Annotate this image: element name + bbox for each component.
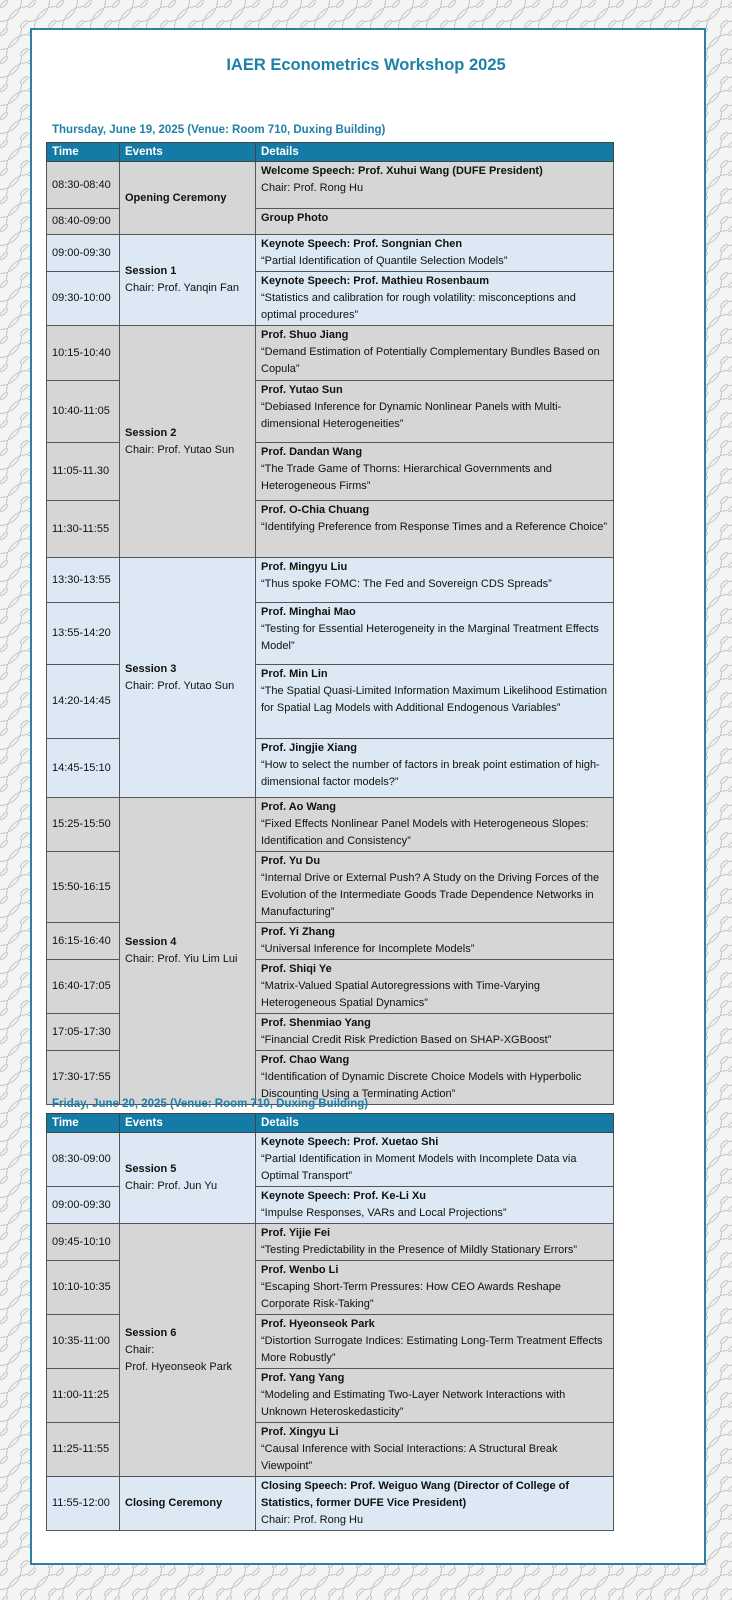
event-chair: Chair: Prof. Jun Yu <box>125 1180 218 1192</box>
talk-title: “Partial Identification in Moment Models with Incomplete Data via Optimal Transport” <box>261 1153 577 1182</box>
speaker-name: Prof. Shiqi Ye <box>261 963 332 975</box>
talk-title: “Internal Drive or External Push? A Study on the Driving Forces of the Evolution of the Intermediate Goods Trade Dependence Networks in Manufacturing” <box>261 872 600 918</box>
time-cell: 11:05-11.30 <box>47 443 120 501</box>
header-events: Events <box>120 143 256 162</box>
speaker-name: Prof. Wenbo Li <box>261 1264 339 1276</box>
speaker-name: Prof. Yijie Fei <box>261 1227 331 1239</box>
details-cell <box>256 501 614 558</box>
time-cell: 14:20-14:45 <box>47 665 120 739</box>
event-cell <box>120 1477 256 1531</box>
speaker-name: Prof. Jingjie Xiang <box>261 742 357 754</box>
event-cell <box>120 235 256 326</box>
speaker-name: Prof. Mingyu Liu <box>261 561 348 573</box>
talk-title: “Causal Inference with Social Interactions: A Structural Break Viewpoint” <box>261 1443 558 1472</box>
event-title: Opening Ceremony <box>125 191 227 204</box>
speaker-name: Prof. Hyeonseok Park <box>261 1318 375 1330</box>
day-heading-thursday: Thursday, June 19, 2025 (Venue: Room 710, Duxing Building) <box>52 124 386 136</box>
session-chair: Chair: Prof. Rong Hu <box>261 1514 364 1526</box>
talk-title: “Thus spoke FOMC: The Fed and Sovereign CDS Spreads” <box>261 578 552 590</box>
time-cell: 09:30-10:00 <box>47 272 120 326</box>
talk-title: “The Spatial Quasi-Limited Information Maximum Likelihood Estimation for Spatial Lag Models with Additional Endogenous Variables” <box>261 685 608 714</box>
time-cell: 08:30-09:00 <box>47 1133 120 1187</box>
table-row <box>47 326 614 381</box>
event-cell <box>120 1224 256 1477</box>
event-chair: Chair: Prof. Yiu Lim Lui <box>125 953 238 965</box>
details-cell <box>256 923 614 960</box>
event-title: Session 2 <box>125 426 177 439</box>
talk-title: “Testing for Essential Heterogeneity in the Marginal Treatment Effects Model” <box>261 623 599 652</box>
speaker-name: Prof. O-Chia Chuang <box>261 504 370 516</box>
speaker-name: Prof. Ao Wang <box>261 801 336 813</box>
table-row <box>47 558 614 603</box>
speaker-name: Prof. Yutao Sun <box>261 384 343 396</box>
talk-title: “Financial Credit Risk Prediction Based on SHAP-XGBoost” <box>261 1034 552 1046</box>
event-chair: Chair: Prof. Yutao Sun <box>125 679 235 692</box>
details-cell <box>256 1051 614 1105</box>
details-cell <box>256 209 614 235</box>
header-events: Events <box>120 1114 256 1133</box>
talk-title: “Testing Predictability in the Presence of Mildly Stationary Errors” <box>261 1244 578 1256</box>
details-cell <box>256 665 614 739</box>
session-chair: Chair: Prof. Rong Hu <box>261 182 364 194</box>
event-chair: Chair: Prof. Yutao Sun <box>125 443 235 456</box>
event-title: Session 4 <box>125 936 177 948</box>
talk-title: “Identifying Preference from Response Times and a Reference Choice” <box>261 521 608 533</box>
schedule-table-friday <box>46 1113 614 1531</box>
time-cell: 10:10-10:35 <box>47 1261 120 1315</box>
event-title: Closing Ceremony <box>125 1497 223 1509</box>
speaker-name: Prof. Shenmiao Yang <box>261 1017 371 1029</box>
table-row <box>47 1133 614 1187</box>
details-cell <box>256 1133 614 1187</box>
table-row <box>47 1477 614 1531</box>
time-cell: 08:30-08:40 <box>47 162 120 209</box>
details-cell <box>256 1187 614 1224</box>
schedule-table-thursday <box>46 142 614 1105</box>
details-cell <box>256 852 614 923</box>
event-cell <box>120 798 256 1105</box>
talk-title: “Partial Identification of Quantile Selection Models” <box>261 255 508 267</box>
time-cell: 17:30-17:55 <box>47 1051 120 1105</box>
day-heading-friday: Friday, June 20, 2025 (Venue: Room 710, Duxing Building) <box>52 1098 369 1110</box>
event-title: Session 3 <box>125 662 177 675</box>
time-cell: 11:25-11:55 <box>47 1423 120 1477</box>
time-cell: 17:05-17:30 <box>47 1014 120 1051</box>
header-details: Details <box>256 143 614 162</box>
time-cell: 10:40-11:05 <box>47 381 120 443</box>
details-cell <box>256 1369 614 1423</box>
table-row <box>47 798 614 852</box>
table-row <box>47 235 614 272</box>
details-cell <box>256 1315 614 1369</box>
talk-title: “How to select the number of factors in break point estimation of high-dimensional factor models?” <box>261 759 600 788</box>
event-cell <box>120 326 256 558</box>
header-time: Time <box>47 1114 120 1133</box>
time-cell: 09:45-10:10 <box>47 1224 120 1261</box>
time-cell: 11:00-11:25 <box>47 1369 120 1423</box>
talk-title: “Identification of Dynamic Discrete Choice Models with Hyperbolic Discounting Using a Terminating Action” <box>261 1071 582 1100</box>
header-details: Details <box>256 1114 614 1133</box>
event-cell <box>120 162 256 235</box>
header-time: Time <box>47 143 120 162</box>
event-cell <box>120 558 256 798</box>
event-title: Session 6 <box>125 1326 177 1339</box>
speaker-name: Prof. Chao Wang <box>261 1054 350 1066</box>
speaker-name: Closing Speech: Prof. Weiguo Wang (Director of College of Statistics, former DUFE Vice President) <box>261 1480 570 1509</box>
time-cell: 14:45-15:10 <box>47 739 120 798</box>
talk-title: “Statistics and calibration for rough volatility: misconceptions and optimal procedures” <box>261 292 576 321</box>
details-cell <box>256 1224 614 1261</box>
table-row <box>47 1224 614 1261</box>
speaker-name: Keynote Speech: Prof. Ke-Li Xu <box>261 1190 427 1202</box>
speaker-name: Keynote Speech: Prof. Songnian Chen <box>261 238 463 250</box>
table-row <box>47 162 614 209</box>
details-cell <box>256 603 614 665</box>
time-cell: 11:30-11:55 <box>47 501 120 558</box>
time-cell: 10:15-10:40 <box>47 326 120 381</box>
talk-title: “Modeling and Estimating Two-Layer Network Interactions with Unknown Heteroskedasticity” <box>261 1389 566 1418</box>
time-cell: 16:15-16:40 <box>47 923 120 960</box>
details-cell <box>256 960 614 1014</box>
speaker-name: Prof. Yu Du <box>261 855 321 867</box>
talk-title: “Escaping Short-Term Pressures: How CEO Awards Reshape Corporate Risk-Taking” <box>261 1281 561 1310</box>
speaker-name: Keynote Speech: Prof. Xuetao Shi <box>261 1136 439 1148</box>
time-cell: 11:55-12:00 <box>47 1477 120 1531</box>
speaker-name: Prof. Shuo Jiang <box>261 329 349 341</box>
talk-title: “Impulse Responses, VARs and Local Projections” <box>261 1207 507 1219</box>
time-cell: 16:40-17:05 <box>47 960 120 1014</box>
details-cell <box>256 1477 614 1531</box>
time-cell: 13:30-13:55 <box>47 558 120 603</box>
talk-title: “Universal Inference for Incomplete Models” <box>261 943 475 955</box>
speaker-name: Keynote Speech: Prof. Mathieu Rosenbaum <box>261 275 489 287</box>
speaker-name: Group Photo <box>261 212 329 224</box>
speaker-name: Prof. Xingyu Li <box>261 1426 339 1438</box>
talk-title: “Demand Estimation of Potentially Complementary Bundles Based on Copula” <box>261 346 600 375</box>
speaker-name: Prof. Dandan Wang <box>261 446 363 458</box>
table-header-row <box>47 1114 614 1133</box>
event-chair: Chair: Prof. Yanqin Fan <box>125 282 239 294</box>
speaker-name: Prof. Yi Zhang <box>261 926 335 938</box>
time-cell: 15:25-15:50 <box>47 798 120 852</box>
time-cell: 10:35-11:00 <box>47 1315 120 1369</box>
details-cell <box>256 739 614 798</box>
time-cell: 09:00-09:30 <box>47 235 120 272</box>
speaker-name: Prof. Minghai Mao <box>261 606 356 618</box>
talk-title: “Fixed Effects Nonlinear Panel Models with Heterogeneous Slopes: Identification and Consistency” <box>261 818 589 847</box>
event-cell <box>120 1133 256 1224</box>
time-cell: 13:55-14:20 <box>47 603 120 665</box>
talk-title: “The Trade Game of Thorns: Hierarchical Governments and Heterogeneous Firms” <box>261 463 552 492</box>
details-cell <box>256 235 614 272</box>
speaker-name: Welcome Speech: Prof. Xuhui Wang (DUFE President) <box>261 165 543 177</box>
time-cell: 09:00-09:30 <box>47 1187 120 1224</box>
time-cell: 08:40-09:00 <box>47 209 120 235</box>
details-cell <box>256 443 614 501</box>
details-cell <box>256 1014 614 1051</box>
event-title: Session 1 <box>125 265 177 277</box>
details-cell <box>256 381 614 443</box>
details-cell <box>256 1261 614 1315</box>
speaker-name: Prof. Yang Yang <box>261 1372 345 1384</box>
talk-title: “Distortion Surrogate Indices: Estimating Long-Term Treatment Effects More Robustly” <box>261 1335 603 1364</box>
details-cell <box>256 272 614 326</box>
details-cell <box>256 162 614 209</box>
event-chair: Chair: Prof. Hyeonseok Park <box>125 1343 232 1373</box>
details-cell <box>256 1423 614 1477</box>
details-cell <box>256 326 614 381</box>
talk-title: “Matrix-Valued Spatial Autoregressions with Time-Varying Heterogeneous Spatial Dynamics” <box>261 980 540 1009</box>
details-cell <box>256 798 614 852</box>
page-title: IAER Econometrics Workshop 2025 <box>226 56 506 74</box>
table-header-row <box>47 143 614 162</box>
event-title: Session 5 <box>125 1163 177 1175</box>
time-cell: 15:50-16:15 <box>47 852 120 923</box>
speaker-name: Prof. Min Lin <box>261 668 328 680</box>
talk-title: “Debiased Inference for Dynamic Nonlinear Panels with Multi-dimensional Heterogeneities” <box>261 401 562 430</box>
details-cell <box>256 558 614 603</box>
